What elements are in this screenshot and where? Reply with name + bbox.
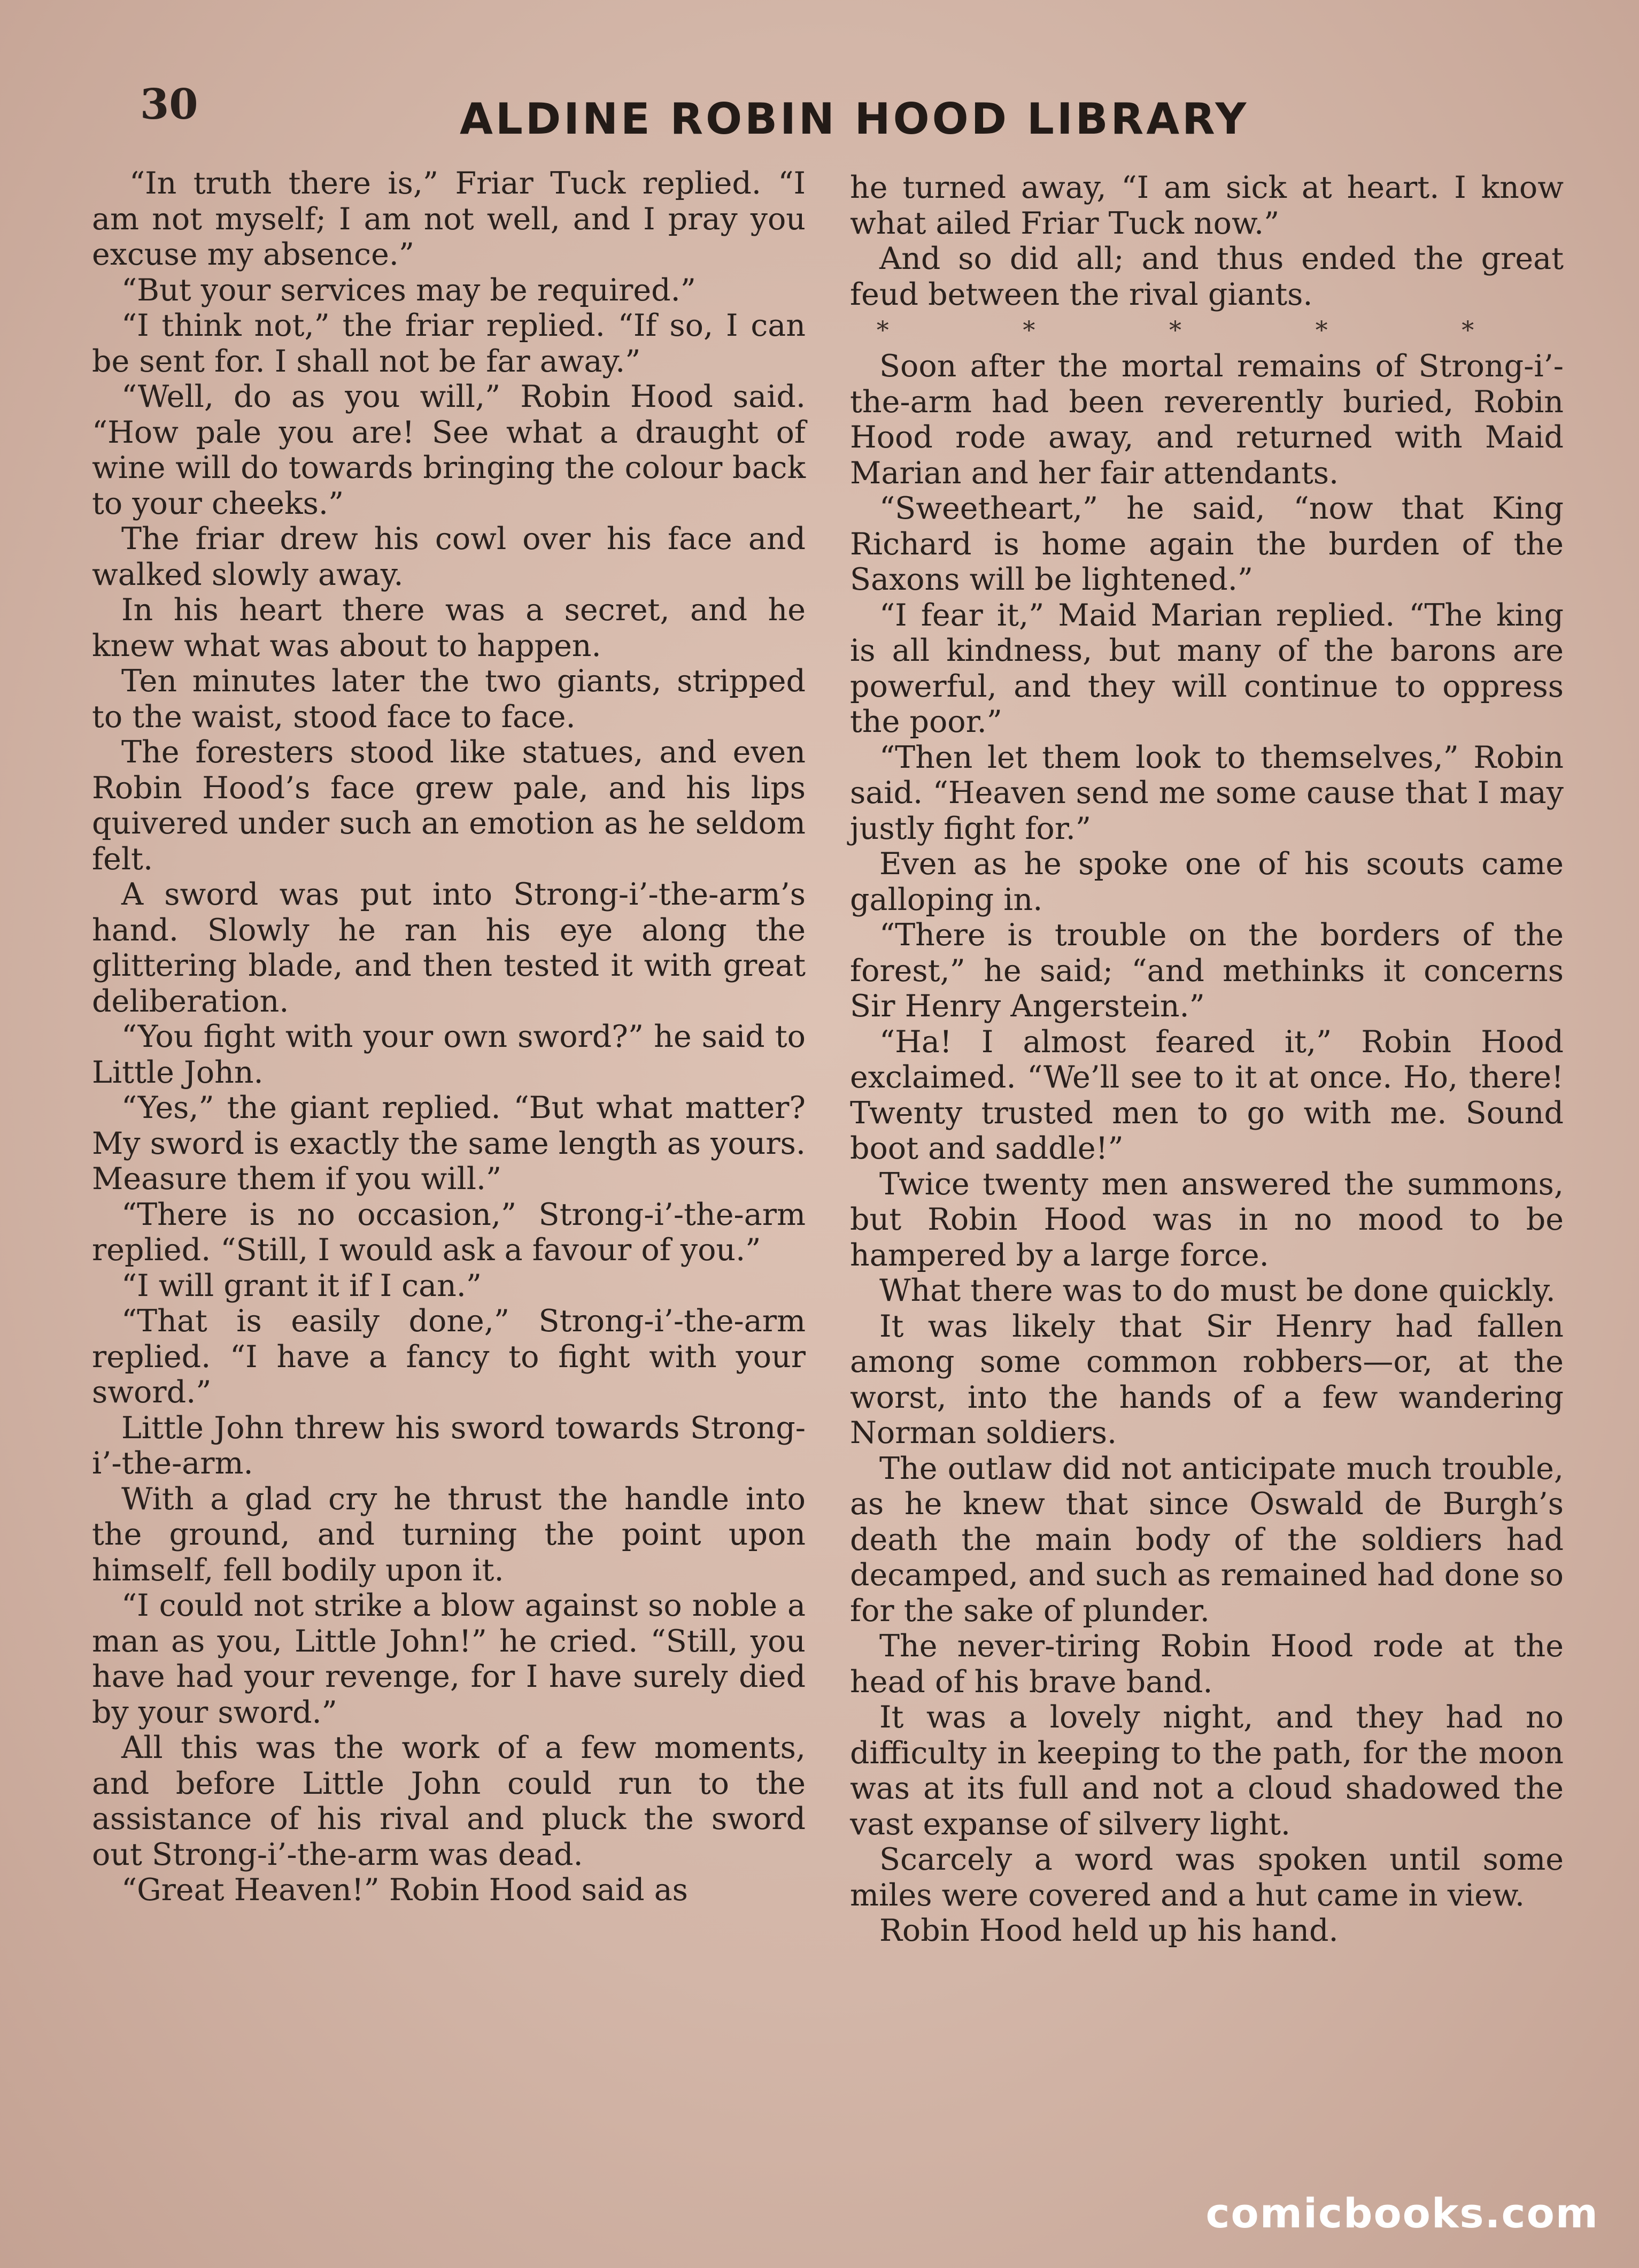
paragraph: In his heart there was a secret, and he knew what was about to happen. <box>92 592 806 664</box>
paragraph: “That is easily done,” Strong-i’-the-arm replied. “I have a fancy to fight with your sword.” <box>92 1303 806 1410</box>
paragraph: “I will grant it if I can.” <box>121 1268 482 1303</box>
paragraph: “But your services may be required.” <box>121 272 696 308</box>
paragraph: “I could not strike a blow against so noble a man as you, Little John!” he cried. “Still, you have had your revenge, for I have surely died by your sword.” <box>92 1588 806 1730</box>
paragraph: “Yes,” the giant replied. “But what matter? My sword is exactly the same length as yours. Measure them if you will.” <box>92 1090 806 1197</box>
watermark: comicbooks.com <box>1205 2189 1599 2237</box>
paragraph: Ten minutes later the two giants, stripped to the waist, stood face to face. <box>92 664 806 735</box>
paragraph: A sword was put into Strong-i’-the-arm’s hand. Slowly he ran his eye along the glittering blade, and then tested it with great deliberation. <box>92 877 806 1019</box>
paragraph: It was likely that Sir Henry had fallen among some common robbers—or, at the worst, into the hands of a few wandering Norman soldiers. <box>850 1308 1564 1451</box>
right-column <box>850 170 1564 1949</box>
paragraph: The outlaw did not anticipate much trouble, as he knew that since Oswald de Burgh’s death the main body of the soldiers had decamped, and such as remained had done so for the sake of plunder. <box>850 1451 1564 1629</box>
paragraph: And so did all; and thus ended the great feud between the rival giants. <box>850 241 1564 312</box>
running-head: ALDINE ROBIN HOOD LIBRARY <box>460 94 1249 144</box>
paragraph: Twice twenty men answered the summons, but Robin Hood was in no mood to be hampered by a large force. <box>850 1166 1564 1273</box>
paragraph: “There is no occasion,” Strong-i’-the-arm replied. “Still, I would ask a favour of you.” <box>92 1197 806 1268</box>
paragraph: Even as he spoke one of his scouts came galloping in. <box>850 846 1564 917</box>
paragraph: With a glad cry he thrust the handle into the ground, and turning the point upon himself, fell bodily upon it. <box>92 1481 806 1588</box>
paragraph: “Then let them look to themselves,” Robin said. “Heaven send me some cause that I may justly fight for.” <box>850 739 1564 846</box>
paragraph: “I think not,” the friar replied. “If so, I can be sent for. I shall not be far away.” <box>92 308 806 379</box>
page-number: 30 <box>140 80 198 129</box>
paragraph: The foresters stood like statues, and even Robin Hood’s face grew pale, and his lips quivered under such an emotion as he seldom felt. <box>92 735 806 877</box>
paragraph: “In truth there is,” Friar Tuck replied. “I am not myself; I am not well, and I pray you excuse my absence.” <box>92 166 806 272</box>
paragraph: Soon after the mortal remains of Strong-i’-the-arm had been reverently buried, Robin Hood rode away, and returned with Maid Marian and her fair attendants. <box>850 349 1564 491</box>
paragraph: “Ha! I almost feared it,” Robin Hood exclaimed. “We’ll see to it at once. Ho, there! Twenty trusted men to go with me. Sound boot and saddle!” <box>850 1024 1564 1166</box>
paragraph: It was a lovely night, and they had no difficulty in keeping to the path, for the moon was at its full and not a cloud shadowed the vast expanse of silvery light. <box>850 1700 1564 1842</box>
paragraph: All this was the work of a few moments, and before Little John could run to the assistance of his rival and pluck the sword out Strong-i’-the-arm was dead. <box>92 1730 806 1872</box>
paragraph: Robin Hood held up his hand. <box>879 1913 1339 1948</box>
left-column <box>92 166 806 1908</box>
paragraph: “There is trouble on the borders of the forest,” he said; “and methinks it concerns Sir Henry Angerstein.” <box>850 917 1564 1024</box>
paragraph: The never-tiring Robin Hood rode at the head of his brave band. <box>850 1629 1564 1700</box>
section-break: * * * * * <box>876 315 1537 344</box>
paragraph: he turned away, “I am sick at heart. I know what ailed Friar Tuck now.” <box>850 170 1564 241</box>
paragraph: “I fear it,” Maid Marian replied. “The king is all kindness, but many of the barons are powerful, and they will continue to oppress the poor.” <box>850 597 1564 739</box>
paragraph: What there was to do must be done quickly. <box>879 1273 1556 1308</box>
paragraph: Scarcely a word was spoken until some miles were covered and a hut came in view. <box>850 1842 1564 1913</box>
paragraph: “Great Heaven!” Robin Hood said as <box>121 1872 688 1908</box>
paragraph: The friar drew his cowl over his face and walked slowly away. <box>92 521 806 592</box>
paragraph: “Well, do as you will,” Robin Hood said. “How pale you are! See what a draught of wine will do towards bringing the colour back to your cheeks.” <box>92 379 806 521</box>
paragraph: Little John threw his sword towards Strong-i’-the-arm. <box>92 1410 806 1481</box>
paragraph: “Sweetheart,” he said, “now that King Richard is home again the burden of the Saxons will be lightened.” <box>850 491 1564 597</box>
paragraph: “You fight with your own sword?” he said to Little John. <box>92 1019 806 1090</box>
